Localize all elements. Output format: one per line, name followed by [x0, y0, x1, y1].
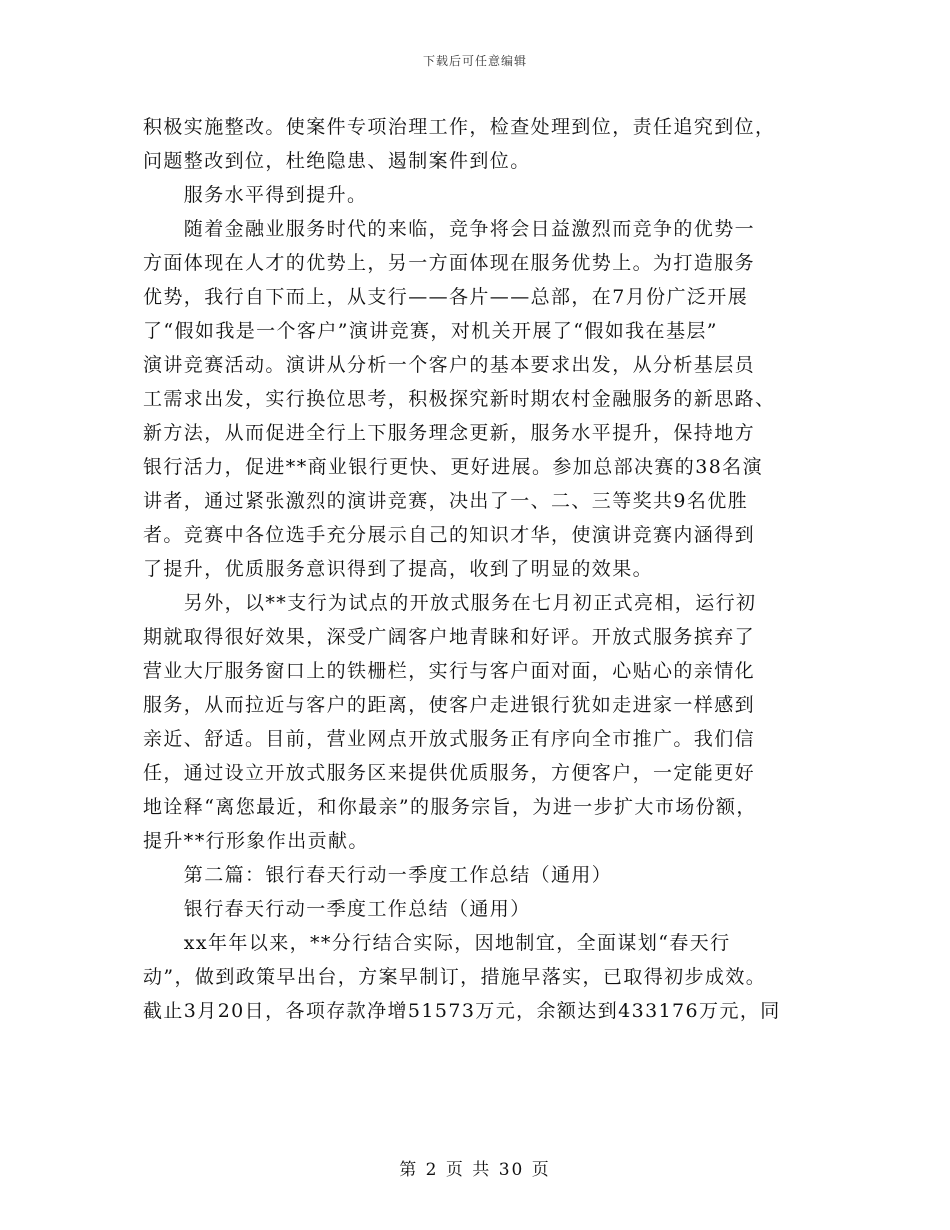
text-line: 动”，做到政策早出台，方案早制订，措施早落实，已取得初步成效。 [143, 966, 767, 988]
document-body [143, 110, 808, 1028]
text-line: 地诠释“离您最近，和你最亲”的服务宗旨，为进一步扩大市场份额， [143, 796, 757, 818]
text-line: 新方法，从而促进全行上下服务理念更新，服务水平提升，保持地方 [143, 422, 756, 444]
text-line: 营业大厅服务窗口上的铁栅栏，实行与客户面对面，心贴心的亲情化 [143, 660, 756, 682]
text-line: 问题整改到位，杜绝隐患、遏制案件到位。 [143, 150, 531, 172]
text-line: 亲近、舒适。目前，营业网点开放式服务正有序向全市推广。我们信 [143, 728, 756, 750]
text-line: 方面体现在人才的优势上，另一方面体现在服务优势上。为打造服务 [143, 252, 756, 274]
page-header-note: 下载后可任意编辑 [422, 54, 527, 68]
text-line: 期就取得很好效果，深受广阔客户地青睐和好评。开放式服务摈弃了 [143, 626, 756, 648]
text-line: 演讲竞赛活动。演讲从分析一个客户的基本要求出发，从分析基层员 [143, 354, 756, 376]
text-line: 任，通过设立开放式服务区来提供优质服务，方便客户，一定能更好 [143, 762, 756, 784]
text-line: 讲者，通过紧张激烈的演讲竞赛，决出了一、二、三等奖共9名优胜 [143, 490, 749, 512]
text-line: 者。竞赛中各位选手充分展示自己的知识才华，使演讲竞赛内涵得到 [143, 524, 756, 546]
section-heading: 第二篇：银行春天行动一季度工作总结（通用） [143, 864, 613, 886]
page-number: 第 2 页 共 30 页 [399, 1160, 551, 1180]
text-line: 截止3月20日，各项存款净增51573万元，余额达到433176万元，同 [143, 1000, 781, 1022]
text-line: 优势，我行自下而上，从支行——各片——总部，在7月份广泛开展 [143, 286, 749, 308]
text-line: 提升**行形象作出贡献。 [143, 830, 369, 852]
text-line: 服务水平得到提升。 [143, 184, 368, 206]
text-line: 积极实施整改。使案件专项治理工作，检查处理到位，责任追究到位， [143, 116, 776, 138]
text-line: 随着金融业服务时代的来临，竞争将会日益激烈而竞争的优势一 [143, 218, 756, 240]
text-line: xx年年以来，**分行结合实际，因地制宜，全面谋划“春天行 [143, 932, 731, 954]
text-line: 了“假如我是一个客户”演讲竞赛，对机关开展了“假如我在基层” [143, 320, 718, 342]
section-subheading: 银行春天行动一季度工作总结（通用） [143, 898, 531, 920]
text-line: 服务，从而拉近与客户的距离，使客户走进银行犹如走进家一样感到 [143, 694, 756, 716]
text-line: 了提升，优质服务意识得到了提高，收到了明显的效果。 [143, 558, 654, 580]
text-line: 工需求出发，实行换位思考，积极探究新时期农村金融服务的新思路、 [143, 388, 776, 410]
text-line: 银行活力，促进**商业银行更快、更好进展。参加总部决赛的38名演 [143, 456, 763, 478]
text-line: 另外，以**支行为试点的开放式服务在七月初正式亮相，运行初 [143, 592, 757, 614]
